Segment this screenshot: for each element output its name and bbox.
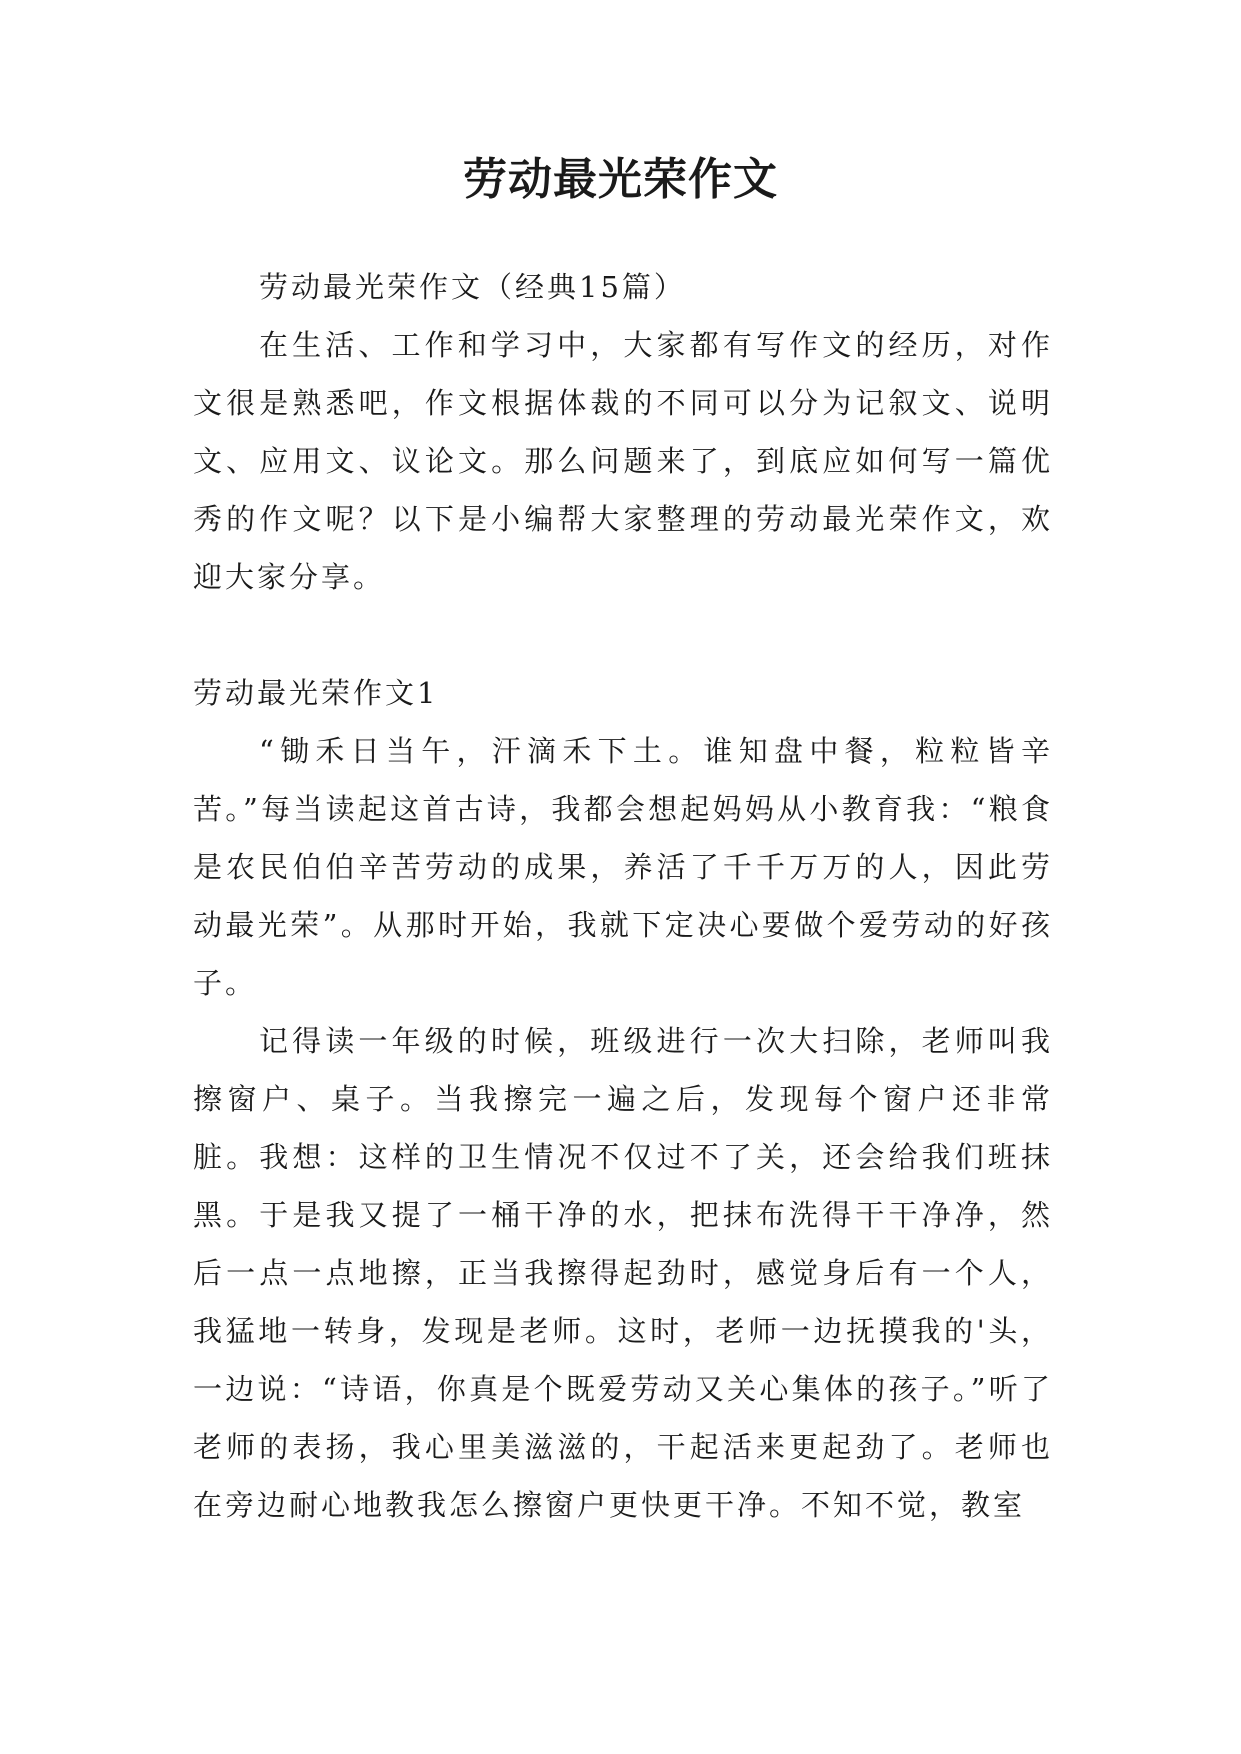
body-paragraph-2: 记得读一年级的时候，班级进行一次大扫除，老师叫我擦窗户、桌子。当我擦完一遍之后，发现每个窗户还非常脏。我想：这样的卫生情况不仅过不了关，还会给我们班抹黑。于是我又提了一桶干净的水，把抹布洗得干干净净，然后一点一点地擦，正当我擦得起劲时，感觉身后有一个人，我猛地一转身，发现是老师。这时，老师一边抚摸我的'头，一边说：“诗语，你真是个既爱劳动又关心集体的孩子。”听了老师的表扬，我心里美滋滋的，干起活来更起劲了。老师也在旁边耐心地教我怎么擦窗户更快更干净。不知不觉，教室 — [193, 1024, 1053, 1522]
document-title: 劳动最光荣作文 — [463, 154, 778, 205]
intro-paragraph: 在生活、工作和学习中，大家都有写作文的经历，对作文很是熟悉吧，作文根据体裁的不同可以分为记叙文、说明文、应用文、议论文。那么问题来了，到底应如何写一篇优秀的作文呢？以下是小编帮大家整理的劳动最光荣作文，欢迎大家分享。 — [193, 328, 1053, 594]
section-heading: 劳动最光荣作文1 — [193, 676, 439, 710]
body-paragraph-1: “锄禾日当午，汗滴禾下土。谁知盘中餐，粒粒皆辛苦。”每当读起这首古诗，我都会想起妈妈从小教育我：“粮食是农民伯伯辛苦劳动的成果，养活了千千万万的人，因此劳动最光荣”。从那时开始，我就下定决心要做个爱劳动的好孩子。 — [193, 734, 1053, 1000]
document-body — [193, 258, 1053, 1534]
document-subtitle: 劳动最光荣作文（经典15篇） — [259, 270, 686, 304]
